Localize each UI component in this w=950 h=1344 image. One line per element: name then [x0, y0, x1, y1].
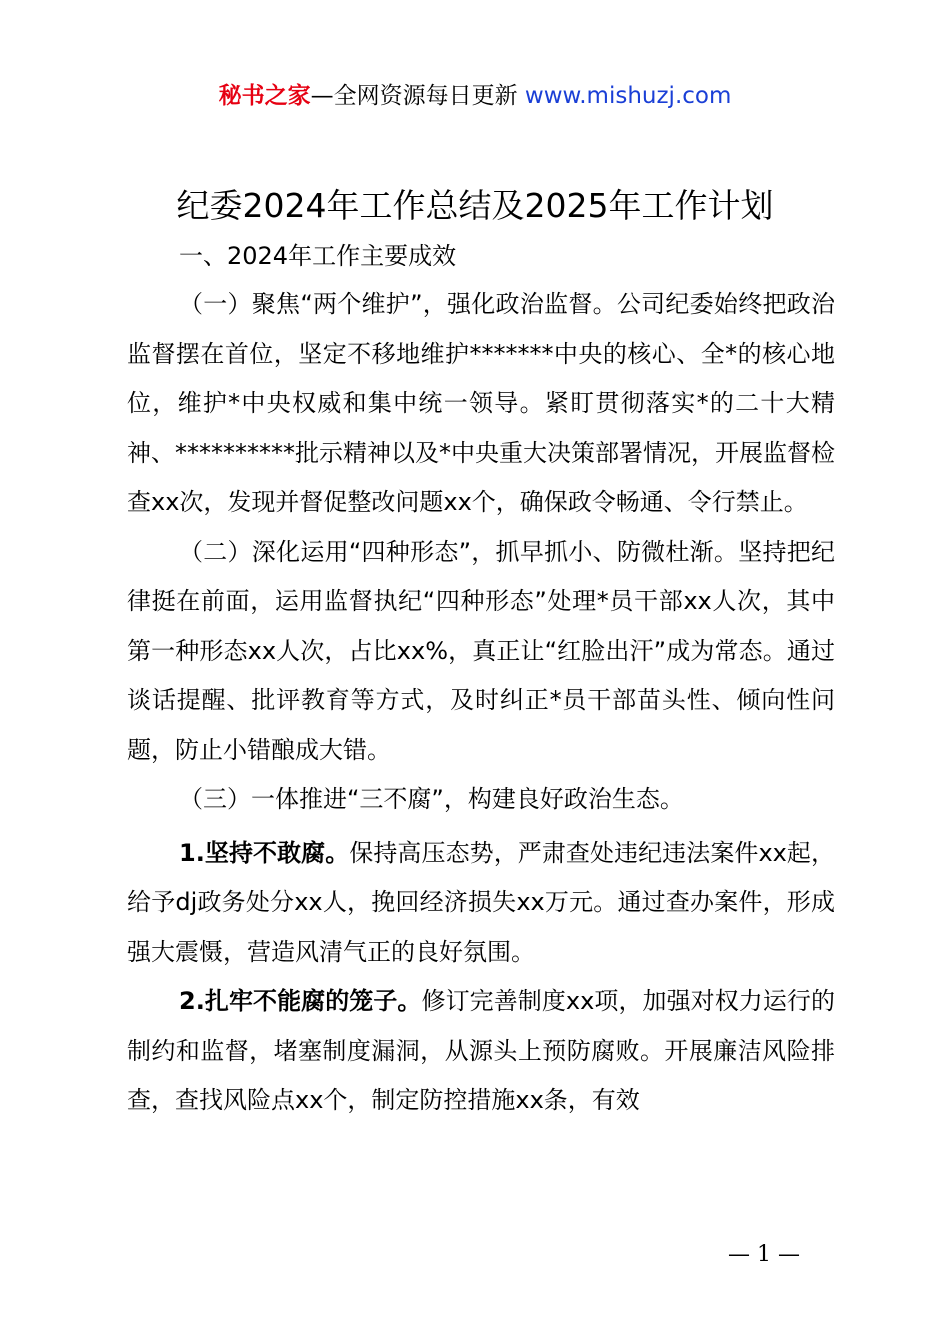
site-header — [0, 80, 950, 112]
page-number: — 1 — — [728, 1242, 800, 1267]
paragraph-cannot — [127, 977, 835, 1126]
paragraph-four-forms: （二）深化运用“四种形态”，抓早抓小、防微杜渐。坚持把纪律挺在前面，运用监督执纪“四种形态”处理*员干部xx人次，其中第一种形态xx人次，占比xx%，真正让“红脸出汗”成为常态。通过谈话提醒、批评教育等方式，及时纠正*员干部苗头性、倾向性问题，防止小错酿成大错。 — [127, 537, 835, 764]
paragraph-text-dare-not: 保持高压态势，严肃查处违纪违法案件xx起，给予dj政务处分xx人，挽回经济损失xx万元。通过查办案件，形成强大震慑，营造风清气正的良好氛围。 — [127, 838, 835, 966]
paragraph-three-no-corruption: （三）一体推进“三不腐”，构建良好政治生态。 — [179, 785, 684, 813]
site-url-link[interactable]: www.mishuzj.com — [524, 83, 732, 109]
document-title: 纪委2024年工作总结及2025年工作计划 — [176, 186, 774, 225]
site-brand: 秘书之家 — [218, 83, 311, 109]
site-tagline: —全网资源每日更新 — [310, 83, 518, 109]
paragraph-lead-dare-not: 1.坚持不敢腐。 — [179, 838, 350, 867]
paragraph-dare-not — [127, 829, 835, 978]
paragraph-political-supervision: （一）聚焦“两个维护”，强化政治监督。公司纪委始终把政治监督摆在首位，坚定不移地维护*******中央的核心、全*的核心地位，维护*中央权威和集中统一领导。紧盯贯彻落实*的二十大精神、**********批示精神以及*中央重大决策部署情况，开展监督检查xx次，发现并督促整改问题xx个，确保政令畅通、令行禁止。 — [127, 290, 835, 516]
section-heading: 一、2024年工作主要成效 — [179, 242, 457, 270]
paragraph-text-cannot: 修订完善制度xx项，加强对权力运行的制约和监督，堵塞制度漏洞，从源头上预防腐败。开展廉洁风险排查，查找风险点xx个，制定防控措施xx条，有效 — [127, 987, 835, 1114]
paragraph-lead-cannot: 2.扎牢不能腐的笼子。 — [179, 987, 422, 1015]
document-body — [127, 236, 835, 1126]
